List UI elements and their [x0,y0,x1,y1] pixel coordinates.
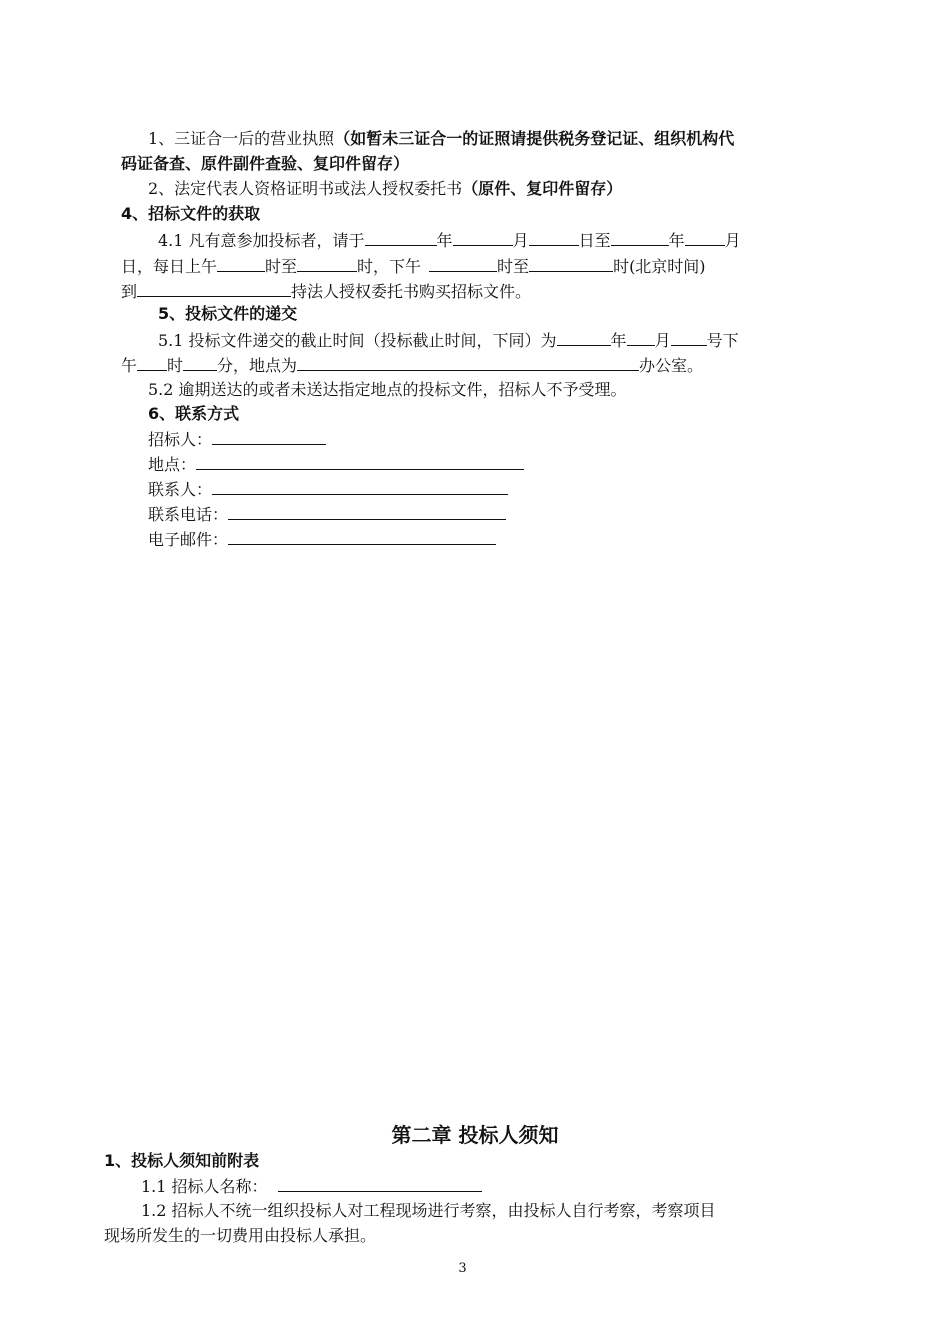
section-4-1-line-3 [121,280,531,303]
blank-am-end [297,255,357,272]
s51-intro: 5.1 投标文件递交的截止时间（投标截止时间，下同）为 [158,331,557,350]
section-5-1-line-1 [158,329,739,352]
section-4-1-line-1 [158,229,741,252]
s41-month: 月 [512,231,529,250]
contact-place [148,453,524,476]
qualification-item-1-note: （如暂未三证合一的证照请提供税务登记证、组织机构代 [334,129,735,148]
s41-time-to-2: 时至 [497,257,530,276]
s41-purchase: 持法人授权委托书购买招标文件。 [291,282,532,301]
blank-email [228,528,496,545]
blank-am-start [217,255,265,272]
blank-deadline-hour [137,354,167,371]
contact-phone [148,503,506,526]
section-6-heading: 6、联系方式 [148,404,240,423]
s51-month: 月 [654,331,671,350]
qualification-item-1-text: 1、三证合一后的营业执照 [148,129,335,148]
section-5-1-line-2 [121,354,703,377]
qualification-item-2 [148,178,622,200]
s51-minute-place: 分，地点为 [217,356,298,375]
chapter-2-title: 第二章 投标人须知 [391,1123,559,1147]
chapter-2-section-1-heading: 1、投标人须知前附表 [104,1151,260,1170]
contact-tenderer [148,428,326,451]
tenderer-name-label: 1.1 招标人名称： [141,1177,268,1196]
contact-place-label: 地点： [148,455,197,474]
contact-phone-label: 联系电话： [148,505,229,524]
blank-phone [228,503,506,520]
blank-tenderer-name [278,1175,482,1192]
blank-deadline-place [297,354,639,371]
s51-office: 办公室。 [639,356,704,375]
blank-deadline-day [671,329,707,346]
blank-start-month [453,229,513,246]
section-4-heading: 4、招标文件的获取 [121,204,261,223]
s41-daily-am: 日，每日上午 [121,257,218,276]
s41-pm: 时，下午 [357,257,422,276]
blank-location [137,280,291,297]
s51-year: 年 [610,331,627,350]
chapter-2-item-1-1 [141,1175,482,1198]
blank-start-day [529,229,579,246]
blank-tenderer [212,428,326,445]
s41-day-to: 日至 [578,231,611,250]
s41-time-to: 时至 [265,257,298,276]
s51-hour: 时 [167,356,184,375]
contact-tenderer-label: 招标人： [148,430,213,449]
s51-wu: 午 [121,356,138,375]
blank-deadline-month [627,329,655,346]
contact-person [148,478,508,501]
blank-contact-person [212,478,508,495]
contact-email-label: 电子邮件： [148,530,229,549]
s41-intro: 4.1 凡有意参加投标者，请于 [158,231,365,250]
contact-email [148,528,496,551]
qualification-item-1-note-cont: 码证备查、原件副件查验、复印件留存） [121,154,410,173]
s41-year: 年 [436,231,453,250]
blank-end-year [611,229,669,246]
page-number: 3 [458,1261,467,1276]
qualification-item-1 [148,128,734,150]
s41-month2: 月 [724,231,741,250]
section-5-heading: 5、投标文件的递交 [158,304,298,323]
blank-end-month [685,229,725,246]
s41-year2: 年 [668,231,685,250]
blank-place [196,453,524,470]
s51-day-pm: 号下 [706,331,739,350]
blank-start-year [365,229,437,246]
section-5-2: 5.2 逾期送达的或者未送达指定地点的投标文件，招标人不予受理。 [148,380,627,399]
s41-beijing-time: 时(北京时间) [613,257,706,276]
chapter-2-item-1-2-line-1: 1.2 招标人不统一组织投标人对工程现场进行考察，由投标人自行考察，考察项目 [141,1201,716,1220]
contact-person-label: 联系人： [148,480,213,499]
chapter-2-item-1-2-line-2: 现场所发生的一切费用由投标人承担。 [104,1226,377,1245]
s41-to: 到 [121,282,138,301]
blank-deadline-year [557,329,611,346]
section-4-1-line-2 [121,255,706,278]
blank-pm-start [429,255,497,272]
blank-pm-end [529,255,613,272]
qualification-item-2-text: 2、法定代表人资格证明书或法人授权委托书 [148,179,463,198]
qualification-item-2-note: （原件、复印件留存） [462,179,623,198]
blank-deadline-minute [183,354,217,371]
